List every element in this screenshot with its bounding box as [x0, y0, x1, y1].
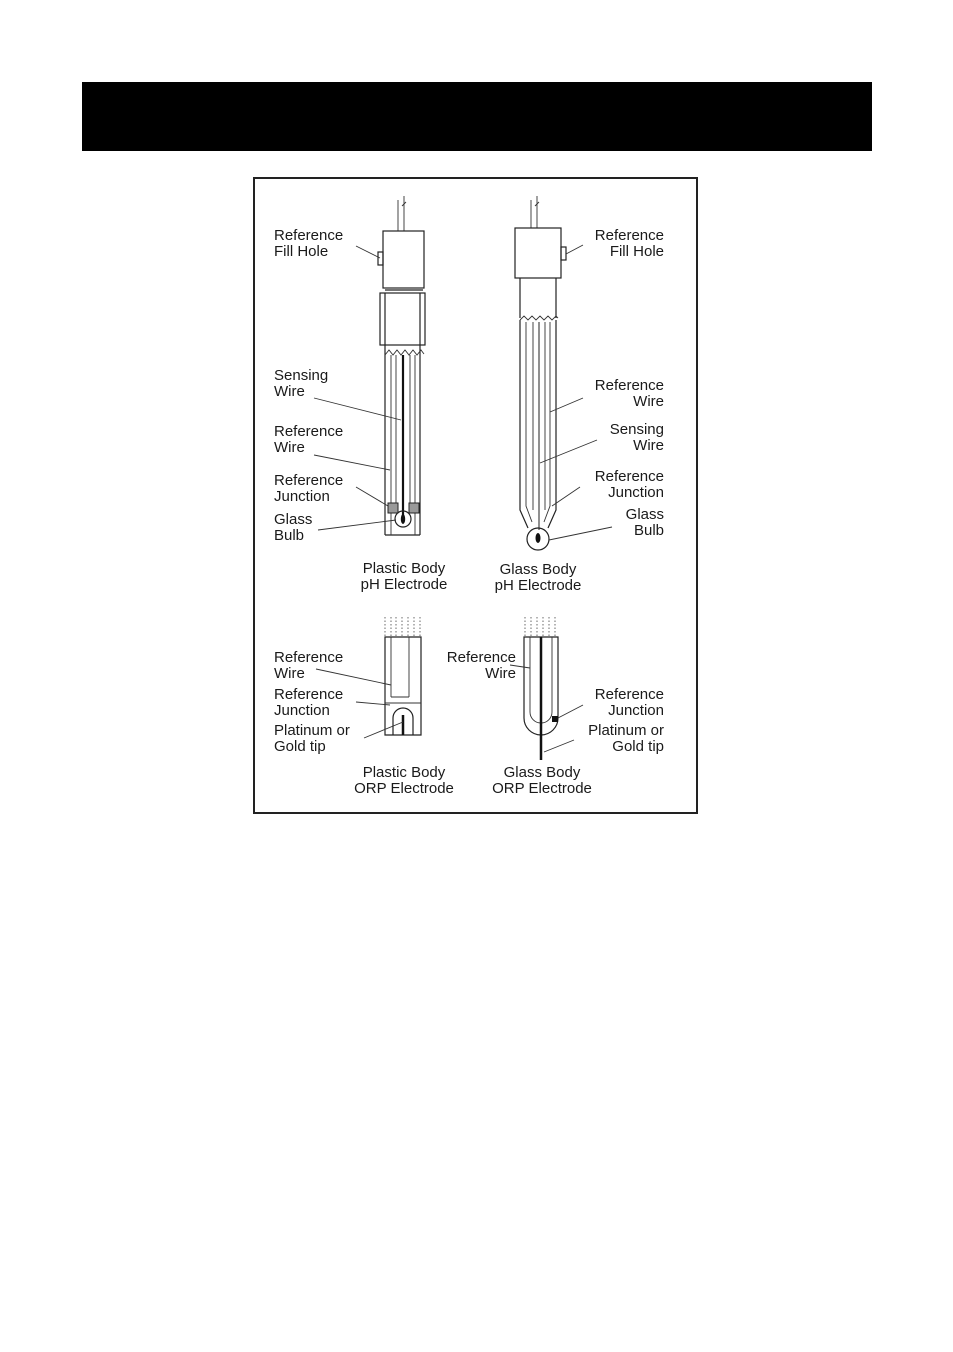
- caption-glass-orp: Glass Body ORP Electrode: [492, 764, 592, 797]
- label-glass-ph-sensing-wire: Sensing Wire: [609, 421, 664, 454]
- label-plastic-ph-reference-wire: Reference Wire: [274, 423, 344, 456]
- glass-orp-electrode: [524, 617, 558, 760]
- label-plastic-orp-tip: Platinum or Gold tip: [274, 722, 350, 755]
- label-glass-ph-reference-wire: Reference Wire: [594, 377, 664, 410]
- label-glass-orp-reference-wire: Reference Wire: [446, 649, 516, 682]
- caption-glass-ph: Glass Body pH Electrode: [494, 561, 582, 594]
- glass-ph-electrode: [515, 196, 566, 550]
- label-plastic-ph-reference-junction: Reference Junction: [274, 472, 344, 505]
- label-plastic-ph-sensing-wire: Sensing Wire: [274, 367, 329, 400]
- label-glass-orp-tip: Platinum or Gold tip: [588, 722, 664, 755]
- caption-plastic-orp: Plastic Body ORP Electrode: [354, 764, 454, 797]
- label-plastic-orp-reference-junction: Reference Junction: [274, 686, 344, 719]
- label-plastic-orp-reference-wire: Reference Wire: [274, 649, 344, 682]
- label-plastic-ph-glass-bulb: Glass Bulb: [274, 511, 313, 544]
- label-glass-ph-glass-bulb: Glass Bulb: [625, 506, 664, 539]
- plastic-ph-electrode: [378, 196, 425, 535]
- label-glass-ph-fill-hole: Reference Fill Hole: [594, 227, 664, 260]
- label-plastic-ph-fill-hole: Reference Fill Hole: [274, 227, 344, 260]
- label-glass-ph-reference-junction: Reference Junction: [594, 468, 664, 501]
- label-glass-orp-reference-junction: Reference Junction: [594, 686, 664, 719]
- caption-plastic-ph: Plastic Body pH Electrode: [360, 560, 448, 593]
